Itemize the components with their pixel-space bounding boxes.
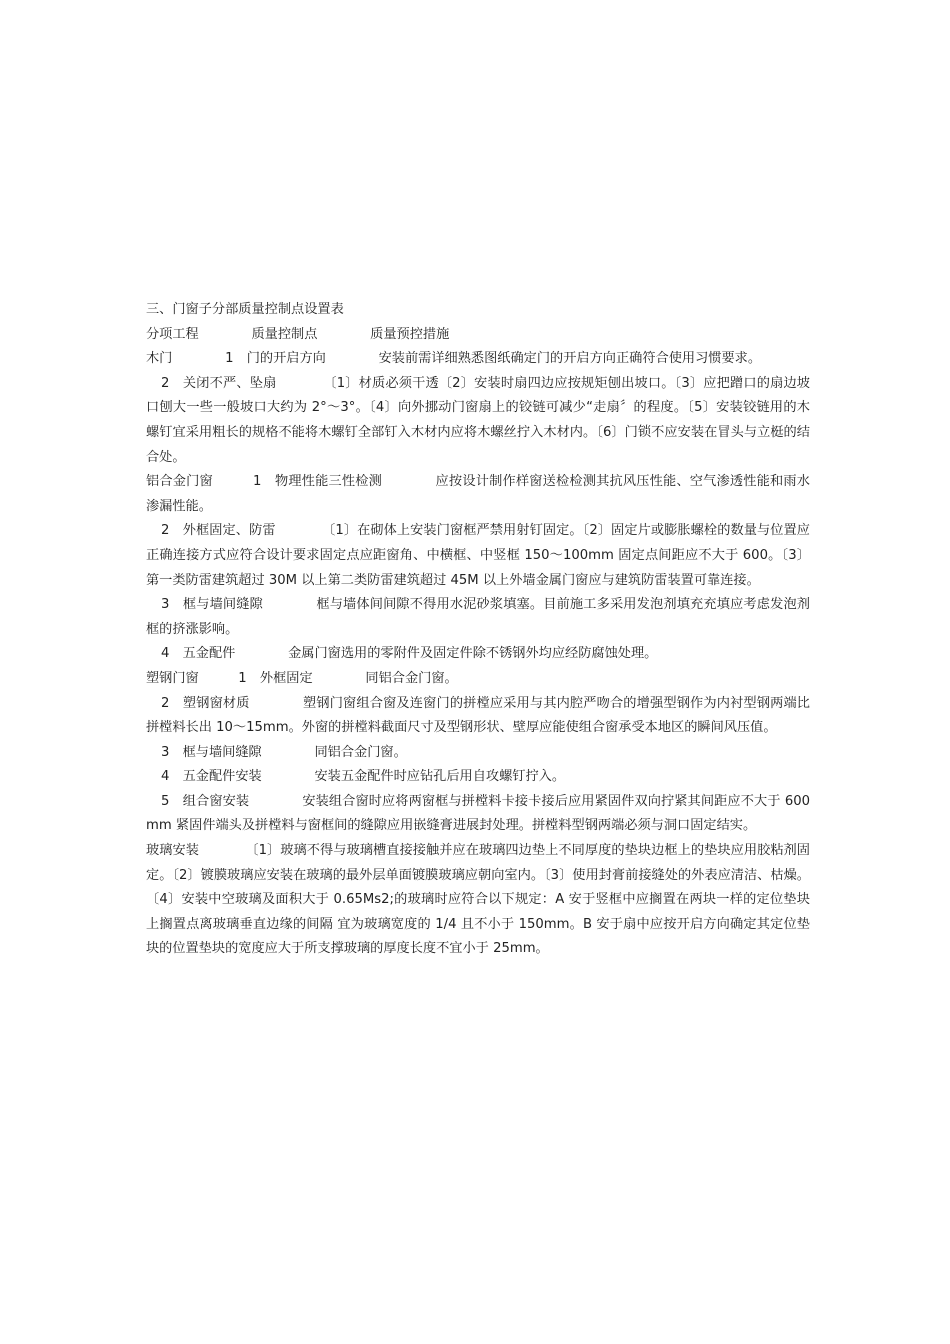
paragraph: 铝合金门窗 1 物理性能三性检测 应按设计制作样窗送检检测其抗风压性能、空气渗透性能和雨水渗漏性能。 bbox=[146, 474, 810, 514]
paragraph: 3 框与墙间缝隙 同铝合金门窗。 bbox=[161, 744, 407, 760]
paragraph: 4 五金配件 金属门窗选用的零附件及固定件除不锈钢外均应经防腐蚀处理。 bbox=[161, 646, 658, 662]
paragraph: 玻璃安装 〔1〕玻璃不得与玻璃槽直接接触并应在玻璃四边垫上不同厚度的垫块边框上的垫块应用胶粘剂固定。〔2〕镀膜玻璃应安装在玻璃的最外层单面镀膜玻璃应朝向室内。〔3〕使用封膏前接缝处的外表应清洁、枯燥。〔4〕安装中空玻璃及面积大于 0.65Ms2;的玻璃时应符合以下规定：A 安于竖框中应搁置在两块一样的定位垫块上搁置点离玻璃垂直边缘的间隔 宜为玻璃宽度的 1/4 且不小于 150mm。B 安于扇中应按开启方向确定其定位垫块的位置垫块的宽度应大于所支撑玻璃的厚度长度不宜小于 25mm。 bbox=[146, 843, 810, 957]
paragraph: 木门 1 门的开启方向 安装前需详细熟悉图纸确定门的开启方向正确符合使用习惯要求。 bbox=[146, 351, 762, 367]
document-body bbox=[146, 298, 810, 962]
paragraph: 2 关闭不严、坠扇 〔1〕材质必须干透〔2〕安装时扇四边应按规矩刨出坡口。〔3〕应把蹭口的扇边坡口刨大一些一般坡口大约为 2°～3°。〔4〕向外挪动门窗扇上的铰链可减少“走扇〞的程度。〔5〕安装铰链用的木螺钉宜采用粗长的规格不能将木螺钉全部钉入木材内应将木螺丝拧入木材内。〔6〕门锁不应安装在冒头与立梃的结合处。 bbox=[146, 375, 810, 465]
paragraph: 4 五金配件安装 安装五金配件时应钻孔后用自攻螺钉拧入。 bbox=[161, 769, 566, 785]
paragraph: 2 塑钢窗材质 塑钢门窗组合窗及连窗门的拼樘应采用与其内腔严吻合的增强型钢作为内衬型钢两端比拼樘料长出 10～15mm。外窗的拼樘料截面尺寸及型钢形状、壁厚应能使组合窗承受本地区的瞬间风压值。 bbox=[146, 695, 810, 736]
section-title: 三、门窗子分部质量控制点设置表 bbox=[146, 302, 344, 317]
paragraph-list bbox=[146, 347, 810, 962]
paragraph: 3 框与墙间缝隙 框与墙体间间隙不得用水泥砂浆填塞。目前施工多采用发泡剂填充充填应考虑发泡剂框的挤涨影响。 bbox=[146, 597, 810, 637]
paragraph: 塑钢门窗 1 外框固定 同铝合金门窗。 bbox=[146, 670, 458, 686]
table-header-row: 分项工程 质量控制点 质量预控措施 bbox=[146, 326, 450, 342]
paragraph: 2 外框固定、防雷 〔1〕在砌体上安装门窗框严禁用射钉固定。〔2〕固定片或膨胀螺栓的数量与位置应正确连接方式应符合设计要求固定点应距窗角、中横框、中竖框 150～100mm 固定点间距应不大于 600。〔3〕第一类防雷建筑超过 30M 以上第二类防雷建筑超过 45M 以上外墙金属门窗应与建筑防雷装置可靠连接。 bbox=[146, 523, 810, 588]
paragraph: 5 组合窗安装 安装组合窗时应将两窗框与拼樘料卡接卡接后应用紧固件双向拧紧其间距应不大于 600mm 紧固件端头及拼樘料与窗框间的缝隙应用嵌缝膏进展封处理。拼樘料型钢两端必须与洞口固定结实。 bbox=[146, 793, 810, 834]
